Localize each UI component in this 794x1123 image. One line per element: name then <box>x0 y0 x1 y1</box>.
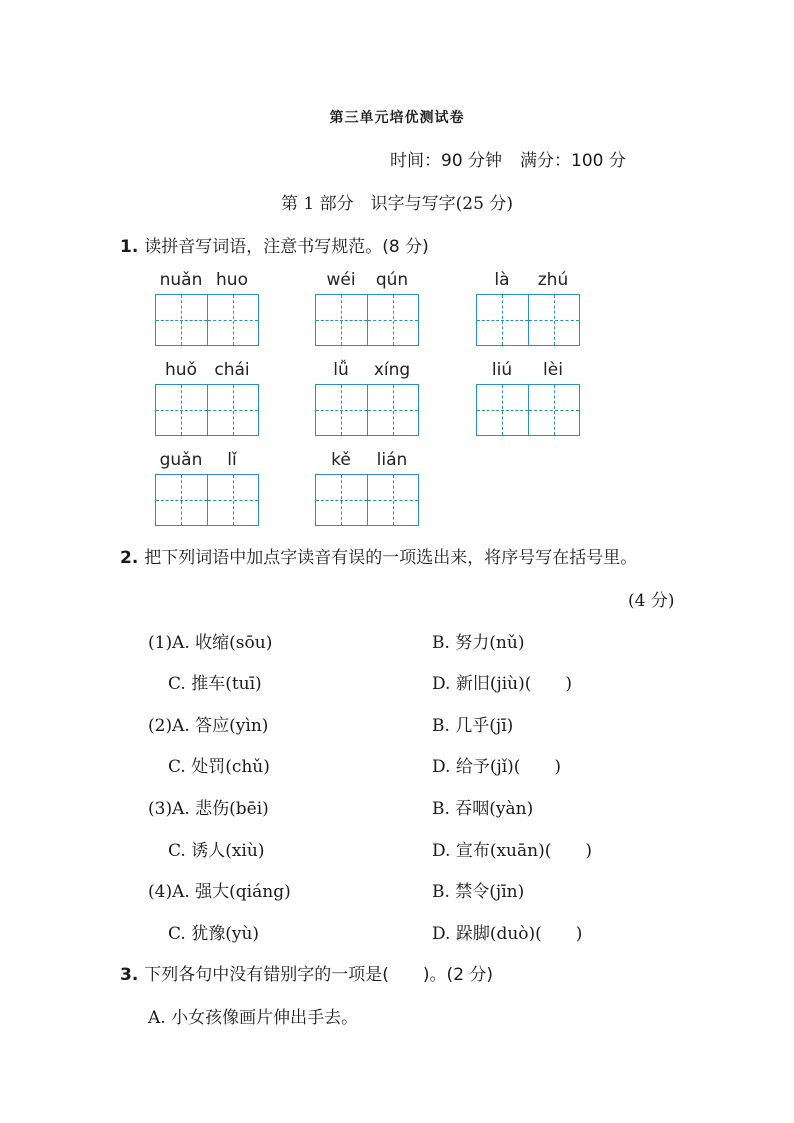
option-1d: D. 新旧(jiù)( ) <box>432 674 573 694</box>
option-4b: B. 禁令(jīn) <box>432 882 525 902</box>
question-score: (4 分) <box>628 591 675 611</box>
option-4c: C. 犹豫(yù) <box>168 924 260 944</box>
pinyin: lèi <box>543 360 563 380</box>
question-text: 读拼音写词语，注意书写规范。(8 分) <box>144 237 429 257</box>
pinyin: huo <box>216 270 248 290</box>
pinyin: qún <box>375 270 409 290</box>
exam-time: 时间：90 分钟 <box>390 151 503 171</box>
option-2b: B. 几乎(jī) <box>432 716 514 736</box>
pinyin: chái <box>214 360 250 380</box>
pinyin: liú <box>491 360 513 380</box>
pinyin: lián <box>376 450 408 470</box>
question-2 <box>120 543 637 568</box>
option-1b: B. 努力(nǔ) <box>432 633 525 653</box>
question-number: 3. <box>120 965 139 985</box>
option-3a: (3)A. 悲伤(bēi) <box>148 799 269 819</box>
pinyin: kě <box>331 450 351 470</box>
option-1a: (1)A. 收缩(sōu) <box>148 633 273 653</box>
writing-grid[interactable] <box>155 474 259 526</box>
option-2d: D. 给予(jǐ)( ) <box>432 757 562 777</box>
option-4d: D. 跺脚(duò)( ) <box>432 924 583 944</box>
writing-grid[interactable] <box>315 474 419 526</box>
option-3b: B. 吞咽(yàn) <box>432 799 534 819</box>
pinyin: xíng <box>373 360 411 380</box>
writing-grid[interactable] <box>476 384 580 436</box>
question-text: 把下列词语中加点字读音有误的一项选出来，将序号写在括号里。 <box>144 548 638 568</box>
option-2c: C. 处罚(chǔ) <box>168 757 270 777</box>
exam-full-score: 满分：100 分 <box>520 151 626 171</box>
pinyin: huǒ <box>165 360 197 380</box>
option-2a: (2)A. 答应(yìn) <box>148 716 269 736</box>
question-1 <box>120 232 429 257</box>
pinyin: lǚ <box>333 360 349 380</box>
pinyin: zhú <box>537 270 569 290</box>
question-number: 1. <box>120 237 139 257</box>
page-title: 第三单元培优测试卷 <box>329 110 465 126</box>
pinyin: lǐ <box>227 450 237 470</box>
writing-grid[interactable] <box>476 294 580 346</box>
exam-info <box>390 146 644 171</box>
option-3d: D. 宣布(xuān)( ) <box>432 841 592 861</box>
writing-grid[interactable] <box>155 384 259 436</box>
writing-grid[interactable] <box>315 294 419 346</box>
pinyin: nuǎn <box>159 270 203 290</box>
pinyin: là <box>494 270 510 290</box>
option-3-a: A. 小女孩像画片伸出手去。 <box>148 1008 359 1028</box>
writing-grid[interactable] <box>155 294 259 346</box>
writing-grid[interactable] <box>315 384 419 436</box>
option-3c: C. 诱人(xiù) <box>168 841 265 861</box>
question-text: 下列各句中没有错别字的一项是( )。(2 分) <box>144 965 494 985</box>
section-heading: 第 1 部分 识字与写字(25 分) <box>281 194 513 214</box>
option-4a: (4)A. 强大(qiáng) <box>148 882 291 902</box>
question-3 <box>120 960 493 985</box>
option-1c: C. 推车(tuī) <box>168 674 262 694</box>
question-number: 2. <box>120 548 139 568</box>
pinyin: guǎn <box>159 450 203 470</box>
pinyin: wéi <box>326 270 356 290</box>
